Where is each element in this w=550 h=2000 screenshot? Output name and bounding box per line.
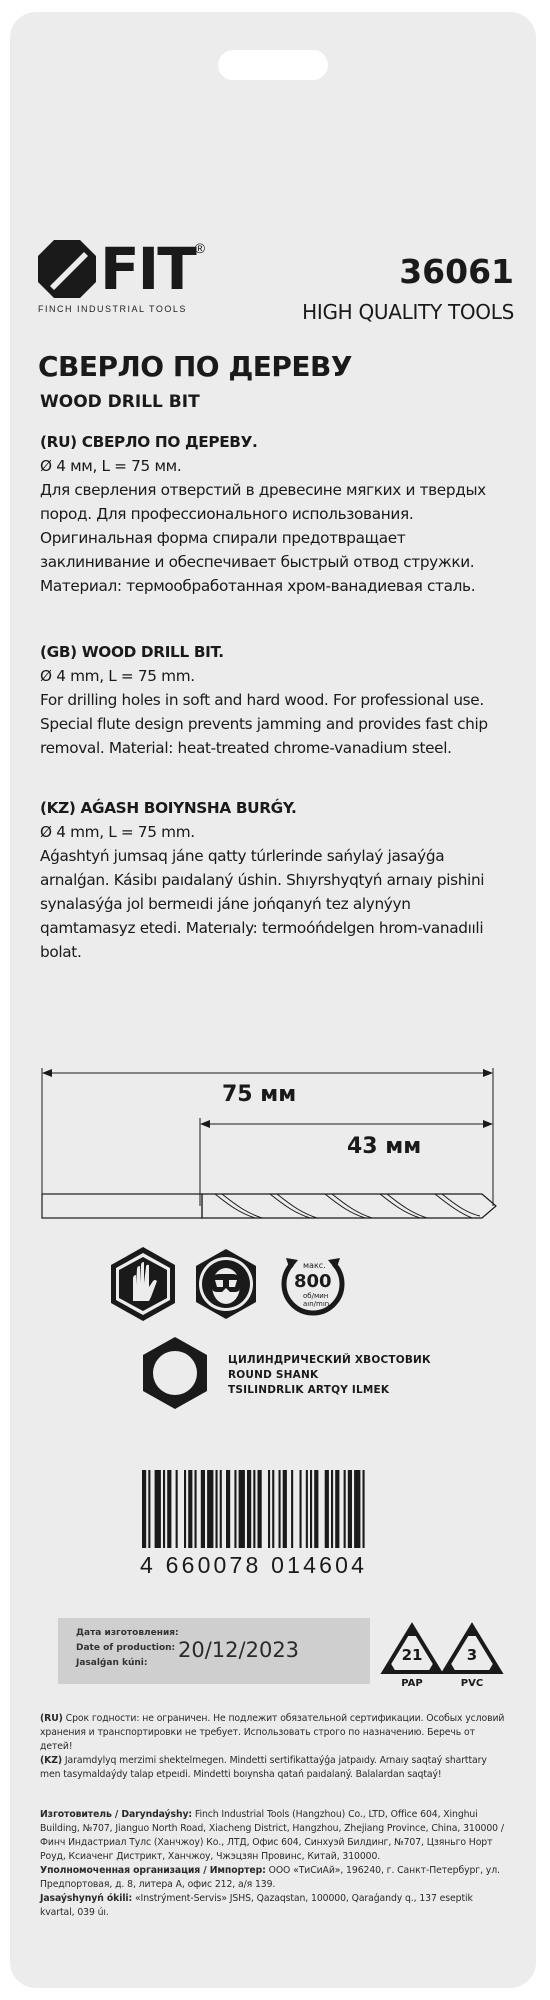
production-label-kz: Jasalǵan kúni:	[76, 1658, 148, 1668]
production-label-en: Date of production:	[76, 1643, 176, 1653]
shank-text-ru: ЦИЛИНДРИЧЕСКИЙ ХВОСТОВИК	[228, 1354, 431, 1366]
barcode-bar	[314, 1470, 318, 1548]
product-title-ru: СВЕРЛО ПО ДЕРЕВУ	[38, 350, 352, 383]
gloves-icon	[108, 1245, 178, 1323]
importer-label: Уполномоченная организация / Импортер:	[40, 1865, 266, 1876]
safety-goggles-icon	[190, 1248, 262, 1320]
note-ru-tag: (RU)	[40, 1713, 63, 1724]
barcode-bar	[253, 1470, 255, 1548]
barcode-bar	[216, 1470, 218, 1548]
description-size: Ø 4 mm, L = 75 mm.	[40, 823, 195, 841]
barcode-bar	[201, 1470, 205, 1548]
barcode-bar	[184, 1470, 186, 1548]
kz-representative-label: Jasaýshynyń ókili:	[40, 1893, 133, 1904]
description-size: Ø 4 mm, L = 75 mm.	[40, 667, 195, 685]
manufacturer-info	[40, 1808, 505, 1920]
barcode-bar	[167, 1470, 171, 1548]
barcode-bar	[148, 1470, 150, 1548]
description-heading: (RU) СВЕРЛО ПО ДЕРЕВУ.	[40, 433, 258, 451]
note-kz-tag: (KZ)	[40, 1755, 63, 1766]
article-number: 36061	[399, 252, 514, 291]
brand-logo	[36, 236, 246, 314]
note-ru	[40, 1712, 505, 1754]
description-ru	[40, 430, 510, 598]
barcode-bar	[279, 1470, 281, 1548]
barcode-bar	[163, 1470, 165, 1548]
barcode-bar	[268, 1470, 270, 1548]
description-size: Ø 4 мм, L = 75 мм.	[40, 457, 182, 475]
barcode-bar	[234, 1470, 236, 1548]
usage-icons	[40, 1245, 500, 1445]
barcode-bar	[348, 1470, 352, 1548]
barcode-bar	[142, 1470, 146, 1548]
hang-hole	[218, 50, 328, 80]
importer-text: ООО «ТиСиАй», 196240, г. Санкт-Петербург, ул. Предпортовая, д. 8, литера А, офис 212, а/я 139.	[40, 1865, 500, 1890]
note-kz	[40, 1754, 505, 1782]
total-length-label: 75 мм	[222, 1082, 297, 1107]
production-date: 20/12/2023	[178, 1638, 300, 1662]
max-speed-unit: об/мин	[303, 1292, 329, 1300]
barcode-bar	[331, 1470, 333, 1548]
barcode-bar	[258, 1470, 262, 1548]
description-kz	[40, 796, 510, 964]
description-heading: (GB) WOOD DRILL BIT.	[40, 643, 224, 661]
barcode-bar	[195, 1470, 197, 1548]
flute-length-label: 43 мм	[347, 1134, 422, 1159]
kz-representative-text: «Instrýment-Servis» JSHS, Qazaqstan, 100000, Qaraǵandy q., 137 eseptik kvartal, 039 úı.	[40, 1893, 473, 1918]
note-kz-text: Jaramdylyq merzimi shektelmegen. Mindetti sertifikattaýǵa jatpaıdy. Arnaıy saqtaý sharttary men tasymaldaýdy talap etpeıdi. Mindetti boıynsha qatań paıdalaný. Balalardan saqtaý!	[40, 1755, 487, 1780]
barcode-bar	[239, 1470, 245, 1548]
barcode-bar	[354, 1470, 360, 1548]
barcode-bar	[220, 1470, 222, 1548]
barcode-bar	[155, 1470, 161, 1548]
barcode-bar	[207, 1470, 213, 1548]
barcode-bar	[310, 1470, 312, 1548]
barcode-bar	[325, 1470, 329, 1548]
production-date-box	[58, 1618, 370, 1684]
barcode-number: 4 660078 014604	[140, 1552, 368, 1578]
barcode-bar	[188, 1470, 192, 1548]
barcode-bar	[272, 1470, 274, 1548]
barcode-bar	[291, 1470, 293, 1548]
recycle-number: 3	[466, 1646, 478, 1664]
description-text: Для сверления отверстий в древесине мягких и твердых пород. Для профессионального использования. Оригинальная форма спирали предотвращает заклинивание и обеспечивает быстрый отвод стружки. Материал: термообработанная хром-ванадиевая сталь.	[40, 481, 486, 595]
logo-text: FIT	[100, 235, 195, 303]
fit-logo-mark-icon	[36, 238, 98, 300]
description-text: For drilling holes in soft and hard wood. For professional use. Special flute design prevents jamming and provides fast chip removal. Material: heat-treated chrome-vanadium steel.	[40, 691, 488, 757]
maker-text: Finch Industrial Tools (Hangzhou) Co., LTD, Office 604, Xinghui Building, №707, Jianguo North Road, Xiacheng District, Hangzhou, Zhejiang Province, China, 310000 / Финч Индастриал Тулс (Ханчжоу) Ко., ЛТД, Офис 604, Синхуэй Билдинг, №707, Цзяньго Норт Роуд, Ксиаченг Дистрикт, Ханчжоу, Чжэцзян Провинс, Китай, 310000.	[40, 1809, 504, 1862]
barcode-bar	[300, 1470, 302, 1548]
recycle-mark-pap	[380, 1622, 444, 1692]
note-ru-text: Срок годности: не ограничен. Не подлежит обязательной сертификации. Особых условий хранения и транспортировки не требует. Использовать строго по назначению. Беречь от детей!	[40, 1713, 505, 1752]
production-label-ru: Дата изготовления:	[76, 1628, 179, 1638]
recycle-number: 21	[401, 1646, 423, 1664]
hex-shank-icon	[140, 1335, 210, 1411]
product-title-en: WOOD DRILL BIT	[40, 392, 200, 412]
shank-text-kz: TSILINDRLIK ARTQY ILMEK	[228, 1384, 390, 1396]
recycle-code: PAP	[401, 1678, 423, 1689]
description-text: Aǵashtyń jumsaq jáne qatty túrlerinde sańylaý jasaýǵa arnalǵan. Kásibı paıdalaný úshin. Shıyrshyqtyń arnaıy pishini synalasýǵa jol bermeıdi jáne jońqanyń tez alynýyn qamtamasyz etedi. Materıaly: termoóńdelgen hrom-vanadııli bolat.	[40, 847, 485, 961]
storage-notes	[40, 1712, 505, 1782]
description-heading: (KZ) AǴASH BOIYNSHA BURǴY.	[40, 799, 297, 817]
maker-label: Изготовитель / Daryndaýshy:	[40, 1809, 193, 1820]
max-speed-prefix: макс.	[303, 1261, 326, 1270]
registered-mark: ®	[194, 240, 206, 256]
barcode-bar	[226, 1470, 230, 1548]
barcode-bar	[283, 1470, 287, 1548]
barcode-bar	[306, 1470, 308, 1548]
barcode-bar	[363, 1470, 365, 1548]
barcode-bar	[335, 1470, 339, 1548]
barcode-bars	[140, 1470, 480, 1550]
barcode-bar	[344, 1470, 346, 1548]
barcode-bar	[247, 1470, 251, 1548]
barcode-bar	[176, 1470, 178, 1548]
recycle-code: PVC	[460, 1678, 484, 1689]
tagline: HIGH QUALITY TOOLS	[302, 300, 514, 324]
barcode	[140, 1470, 480, 1580]
drill-dimension-drawing	[40, 1058, 500, 1248]
max-speed-value: 800	[294, 1271, 332, 1292]
shank-text-en: ROUND SHANK	[228, 1369, 319, 1381]
description-gb	[40, 640, 510, 760]
max-speed-unit-kz: aın/mın	[303, 1300, 330, 1308]
logo-subtitle: FINCH INDUSTRIAL TOOLS	[38, 304, 187, 314]
recycle-mark-pvc	[440, 1622, 504, 1692]
